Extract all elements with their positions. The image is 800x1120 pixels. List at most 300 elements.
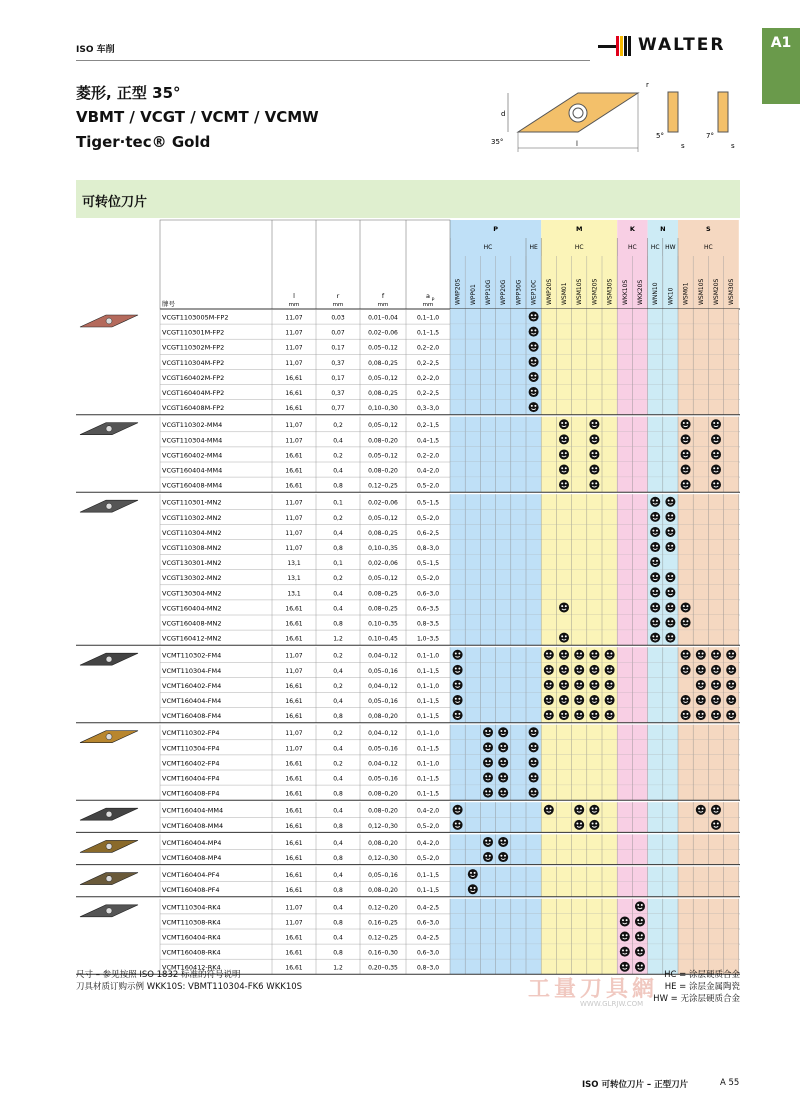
recommended-icon-eye [592,482,594,484]
recommended-icon-eye [656,575,658,577]
f-cell: 0,05–0,12 [368,344,398,352]
recommended-icon [635,947,645,957]
recommended-icon [665,542,675,552]
recommended-icon-eye [565,713,567,715]
designation-cell: VCMT110304-RK4 [162,903,221,912]
f-cell: 0,08–0,20 [368,839,398,847]
insert-hole [106,426,112,432]
recommended-icon [681,710,691,720]
r-cell: 0,4 [333,590,343,598]
r-cell: 0,8 [333,545,343,552]
recommended-icon [696,695,706,705]
section-band [76,180,740,218]
recommended-icon-eye [580,683,582,685]
recommended-icon [650,512,660,522]
recommended-icon-eye [595,467,597,469]
recommended-icon-eye [576,823,578,825]
f-cell: 0,10–0,35 [368,545,398,552]
recommended-icon-eye [656,530,658,532]
f-cell: 0,05–0,16 [368,667,398,675]
f-cell: 0,10–0,45 [368,635,398,643]
l-cell: 16,61 [285,452,303,460]
ap-cell: 0,3–3,0 [416,405,440,413]
recommended-icon-eye [652,560,654,562]
recommended-icon-eye [610,652,612,654]
designation-cell: VCMT160404-PF4 [162,871,220,880]
recommended-icon-eye [732,683,734,685]
recommended-icon [483,852,493,862]
recommended-icon-eye [713,668,715,670]
recommended-icon-eye [713,422,715,424]
recommended-icon-eye [546,807,548,809]
designation-cell: VCGT110308-MN2 [162,544,222,552]
r-cell: 0,77 [331,405,345,413]
r-cell: 0,07 [331,329,345,337]
recommended-icon [544,650,554,660]
recommended-icon-eye [561,635,563,637]
recommended-icon [711,449,721,459]
ap-cell: 0,1–1,5 [416,775,440,783]
l-cell: 16,61 [285,605,303,613]
ap-cell: 0,5–1,5 [416,560,440,568]
designation-cell: VCMT160408-RK4 [162,948,221,957]
l-cell: 11,07 [285,904,303,912]
recommended-icon [681,480,691,490]
r-cell: 1,2 [333,964,343,972]
l-cell: 16,61 [285,934,303,942]
l-cell: 16,61 [285,964,303,972]
recommended-icon [529,312,539,322]
recommended-icon [574,650,584,660]
recommended-icon [711,465,721,475]
ap-cell: 0,1–1,0 [416,652,440,660]
recommended-icon-eye [576,698,578,700]
dim-s: s [681,142,685,150]
recommended-icon [665,497,675,507]
recommended-icon-eye [607,713,609,715]
ap-cell: 0,1–1,5 [416,872,440,880]
recommended-icon-eye [534,790,536,792]
recommended-icon-eye [504,855,506,857]
recommended-icon-eye [455,823,457,825]
recommended-icon-eye [702,807,704,809]
l-cell: 13,1 [287,590,301,598]
recommended-icon [544,680,554,690]
recommended-icon-eye [500,775,502,777]
recommended-icon [650,633,660,643]
f-cell: 0,08–0,20 [368,887,398,895]
f-cell: 0,16–0,25 [368,919,398,927]
f-cell: 0,04–0,12 [368,730,398,738]
recommended-icon [483,788,493,798]
recommended-icon [589,434,599,444]
group-label-S: S [706,225,711,233]
designation-cell: VCMT160408-MM4 [162,821,224,830]
recommended-icon-eye [683,452,685,454]
cell-fill [541,740,617,755]
recommended-icon-eye [717,713,719,715]
designation-cell: VCGT110304M-FP2 [162,358,225,367]
ap-cell: 0,1–1,5 [416,713,440,721]
recommended-icon [696,805,706,815]
cell-fill [541,600,617,615]
recommended-icon-eye [686,452,688,454]
recommended-icon [711,695,721,705]
recommended-icon-eye [671,545,673,547]
grade-label: WPP01 [469,284,477,305]
recommended-icon-eye [637,964,639,966]
l-cell: 11,07 [285,499,303,507]
recommended-icon [650,527,660,537]
recommended-icon-eye [561,452,563,454]
recommended-icon-eye [595,652,597,654]
recommended-icon-eye [489,855,491,857]
r-cell: 0,4 [333,698,343,705]
recommended-icon-eye [656,590,658,592]
recommended-icon-eye [561,683,563,685]
recommended-icon-eye [717,652,719,654]
recommended-icon-eye [531,344,533,346]
recommended-icon-eye [683,713,685,715]
recommended-icon-eye [713,482,715,484]
recommended-icon-eye [668,605,670,607]
recommended-icon-eye [713,823,715,825]
recommended-icon-eye [561,668,563,670]
recommended-icon-eye [702,652,704,654]
recommended-icon-eye [698,668,700,670]
recommended-icon-eye [652,620,654,622]
recommended-icon-eye [595,823,597,825]
f-cell: 0,08–0,20 [368,713,398,721]
f-cell: 0,08–0,20 [368,807,398,815]
recommended-icon-eye [732,652,734,654]
recommended-icon-eye [485,855,487,857]
cell-fill [541,615,617,630]
f-cell: 0,12–0,20 [368,904,398,912]
recommended-icon [589,680,599,690]
recommended-icon-eye [531,329,533,331]
f-cell: 0,08–0,20 [368,790,398,798]
r-cell: 0,4 [333,872,343,880]
angle-5: 5° [656,132,664,140]
recommended-icon-eye [458,698,460,700]
coating-label: HC [704,244,713,251]
recommended-icon-eye [610,668,612,670]
r-cell: 0,8 [333,482,343,490]
coating-label: HE [529,244,538,251]
ap-cell: 0,8–3,0 [416,545,440,552]
l-cell: 16,61 [285,790,303,798]
r-cell: 0,2 [333,422,343,430]
recommended-icon [589,820,599,830]
cell-fill [541,850,617,865]
recommended-icon [650,587,660,597]
recommended-icon-eye [671,499,673,501]
recommended-icon [498,852,508,862]
r-cell: 0,4 [333,775,343,783]
ap-cell: 0,1–1,0 [416,314,440,322]
designation-cell: VCGT160408-MM4 [162,481,223,490]
recommended-icon-eye [595,437,597,439]
recommended-icon-eye [702,683,704,685]
recommended-icon-eye [641,934,643,936]
recommended-icon-eye [702,698,704,700]
product-line: Tiger·tec® Gold [76,133,211,151]
recommended-icon-eye [550,713,552,715]
col-unit: mm [332,302,344,308]
recommended-icon [711,680,721,690]
recommended-icon-eye [595,422,597,424]
recommended-icon-eye [592,467,594,469]
ap-cell: 0,4–1,5 [416,437,440,445]
f-cell: 0,05–0,16 [368,745,398,753]
recommended-icon-eye [671,515,673,517]
l-cell: 16,61 [285,822,303,830]
recommended-icon-eye [565,605,567,607]
recommended-icon [559,449,569,459]
grade-label: WPP20G [500,279,508,305]
recommended-icon-eye [686,422,688,424]
recommended-icon [589,465,599,475]
recommended-icon [529,372,539,382]
l-cell: 16,61 [285,839,303,847]
recommended-icon-eye [668,590,670,592]
cell-fill [541,385,617,400]
grade-label: WSM20S [591,278,599,305]
recommended-icon-eye [565,698,567,700]
recommended-icon-eye [534,775,536,777]
recommended-icon [711,665,721,675]
recommended-icon-eye [652,575,654,577]
l-cell: 16,61 [285,807,303,815]
legend-he: HE = 涂层金属陶瓷 [664,982,740,992]
recommended-icon [468,884,478,894]
ap-cell: 0,6–3,0 [416,919,440,927]
recommended-icon-eye [671,620,673,622]
l-cell: 16,61 [285,390,303,397]
insert-hole [106,843,112,849]
recommended-icon [468,869,478,879]
r-cell: 0,03 [331,314,345,322]
grade-label: WMP20S [454,278,462,305]
f-cell: 0,05–0,12 [368,452,398,460]
recommended-icon-eye [668,499,670,501]
recommended-icon-eye [592,698,594,700]
recommended-icon-eye [489,775,491,777]
recommended-icon-eye [656,620,658,622]
r-cell: 0,4 [333,529,343,537]
l-cell: 16,61 [285,374,303,382]
recommended-icon [529,773,539,783]
recommended-icon-eye [534,360,536,362]
recommended-icon [559,419,569,429]
recommended-icon-eye [565,668,567,670]
designation-cell: VCGT160404-MN2 [162,604,222,613]
f-cell: 0,04–0,12 [368,682,398,690]
recommended-icon [650,602,660,612]
section-band-title: 可转位刀片 [82,195,148,210]
recommended-icon-eye [550,683,552,685]
recommended-icon-eye [668,635,670,637]
dim-l: l [576,140,578,148]
recommended-icon [589,449,599,459]
recommended-icon-eye [622,949,624,951]
recommended-icon-eye [561,698,563,700]
f-cell: 0,20–0,35 [368,964,398,972]
recommended-icon [711,805,721,815]
recommended-icon [483,742,493,752]
recommended-icon-eye [592,652,594,654]
recommended-icon [529,387,539,397]
recommended-icon-eye [576,668,578,670]
recommended-icon-eye [561,482,563,484]
f-cell: 0,08–0,20 [368,437,398,445]
recommended-icon-eye [550,668,552,670]
recommended-icon-eye [656,560,658,562]
recommended-icon-eye [683,652,685,654]
recommended-icon-eye [732,713,734,715]
recommended-icon [650,618,660,628]
recommended-icon [529,342,539,352]
l-cell: 16,61 [285,872,303,880]
recommended-icon-eye [531,405,533,407]
recommended-icon-eye [607,683,609,685]
recommended-icon-eye [713,652,715,654]
cell-fill [541,570,617,585]
recommended-icon [650,542,660,552]
r-cell: 0,2 [333,682,343,690]
r-cell: 0,1 [333,499,343,507]
col-f: f [381,292,385,300]
r-cell: 1,2 [333,635,343,643]
grade-label: WPP30G [515,279,523,305]
group-label-N: N [660,225,666,233]
recommended-icon [559,633,569,643]
recommended-icon-eye [626,949,628,951]
recommended-icon [681,465,691,475]
cell-fill [541,914,617,929]
recommended-icon-eye [622,919,624,921]
recommended-icon [453,665,463,675]
recommended-icon [650,557,660,567]
r-cell: 0,2 [333,730,343,738]
recommended-icon-eye [698,652,700,654]
recommended-icon-eye [698,713,700,715]
recommended-icon-eye [717,452,719,454]
r-cell: 0,37 [331,390,345,397]
recommended-icon-eye [641,904,643,906]
recommended-icon [681,449,691,459]
cell-fill [541,477,617,492]
recommended-icon [696,710,706,720]
recommended-icon [589,665,599,675]
insert-hole [106,503,112,509]
recommended-icon-eye [458,652,460,654]
recommended-icon-eye [565,635,567,637]
recommended-icon-eye [531,775,533,777]
recommended-icon-eye [485,775,487,777]
recommended-icon-eye [458,807,460,809]
ap-cell: 0,4–2,5 [416,904,440,912]
cell-fill [541,432,617,447]
recommended-icon-eye [565,683,567,685]
recommended-icon [681,434,691,444]
recommended-icon [711,820,721,830]
walter-logo-icon [598,34,634,56]
recommended-icon [605,665,615,675]
recommended-icon-eye [713,452,715,454]
recommended-icon-eye [458,683,460,685]
r-cell: 0,2 [333,575,343,583]
l-cell: 11,07 [285,667,303,675]
designation-cell: VCGT160402-MM4 [162,451,223,460]
recommended-icon-eye [500,840,502,842]
recommended-icon-eye [717,437,719,439]
r-cell: 0,8 [333,887,343,895]
recommended-icon-eye [565,437,567,439]
recommended-icon-eye [702,668,704,670]
grade-label: WMP20S [545,278,553,305]
recommended-icon-eye [622,934,624,936]
l-cell: 16,61 [285,682,303,690]
recommended-icon [559,680,569,690]
recommended-icon-eye [489,840,491,842]
watermark-url: WWW.GLRJW.COM [580,1000,644,1008]
recommended-icon [665,602,675,612]
r-cell: 0,4 [333,745,343,753]
ap-cell: 0,1–1,0 [416,730,440,738]
legend-hw: HW = 无涂层硬质合金 [653,994,740,1004]
footnote-order-example: 刀具材质订购示例 WKK10S: VBMT110304-FK6 WKK10S [76,982,303,992]
recommended-icon [453,695,463,705]
recommended-icon-eye [668,545,670,547]
grade-label: WKK20S [637,279,644,305]
recommended-icon-eye [717,698,719,700]
f-cell: 0,08–0,25 [368,529,398,537]
l-cell: 16,61 [285,405,303,413]
recommended-icon-eye [592,422,594,424]
recommended-icon-eye [702,713,704,715]
ap-cell: 0,2–2,0 [416,452,440,460]
cell-fill [541,417,617,432]
recommended-icon-eye [686,482,688,484]
recommended-icon-eye [683,422,685,424]
f-cell: 0,08–0,25 [368,359,398,367]
recommended-icon-eye [686,698,688,700]
recommended-icon-eye [561,713,563,715]
r-cell: 0,4 [333,667,343,675]
recommended-icon-eye [531,360,533,362]
r-cell: 0,2 [333,514,343,522]
cell-fill [541,944,617,959]
recommended-icon-eye [595,713,597,715]
recommended-icon-eye [531,790,533,792]
designation-cell: VCGT160402M-FP2 [162,373,225,382]
recommended-icon [665,512,675,522]
recommended-icon-eye [717,807,719,809]
ap-cell: 0,5–2,0 [416,822,440,830]
ap-cell: 0,8–3,5 [416,620,440,628]
recommended-icon-eye [550,698,552,700]
l-cell: 11,07 [285,359,303,367]
coating-label: HC [628,244,637,251]
cell-fill [541,369,617,384]
walter-logo-text: WALTER [638,35,726,55]
recommended-icon [559,650,569,660]
recommended-icon-eye [622,964,624,966]
recommended-icon [529,788,539,798]
recommended-icon-eye [595,683,597,685]
